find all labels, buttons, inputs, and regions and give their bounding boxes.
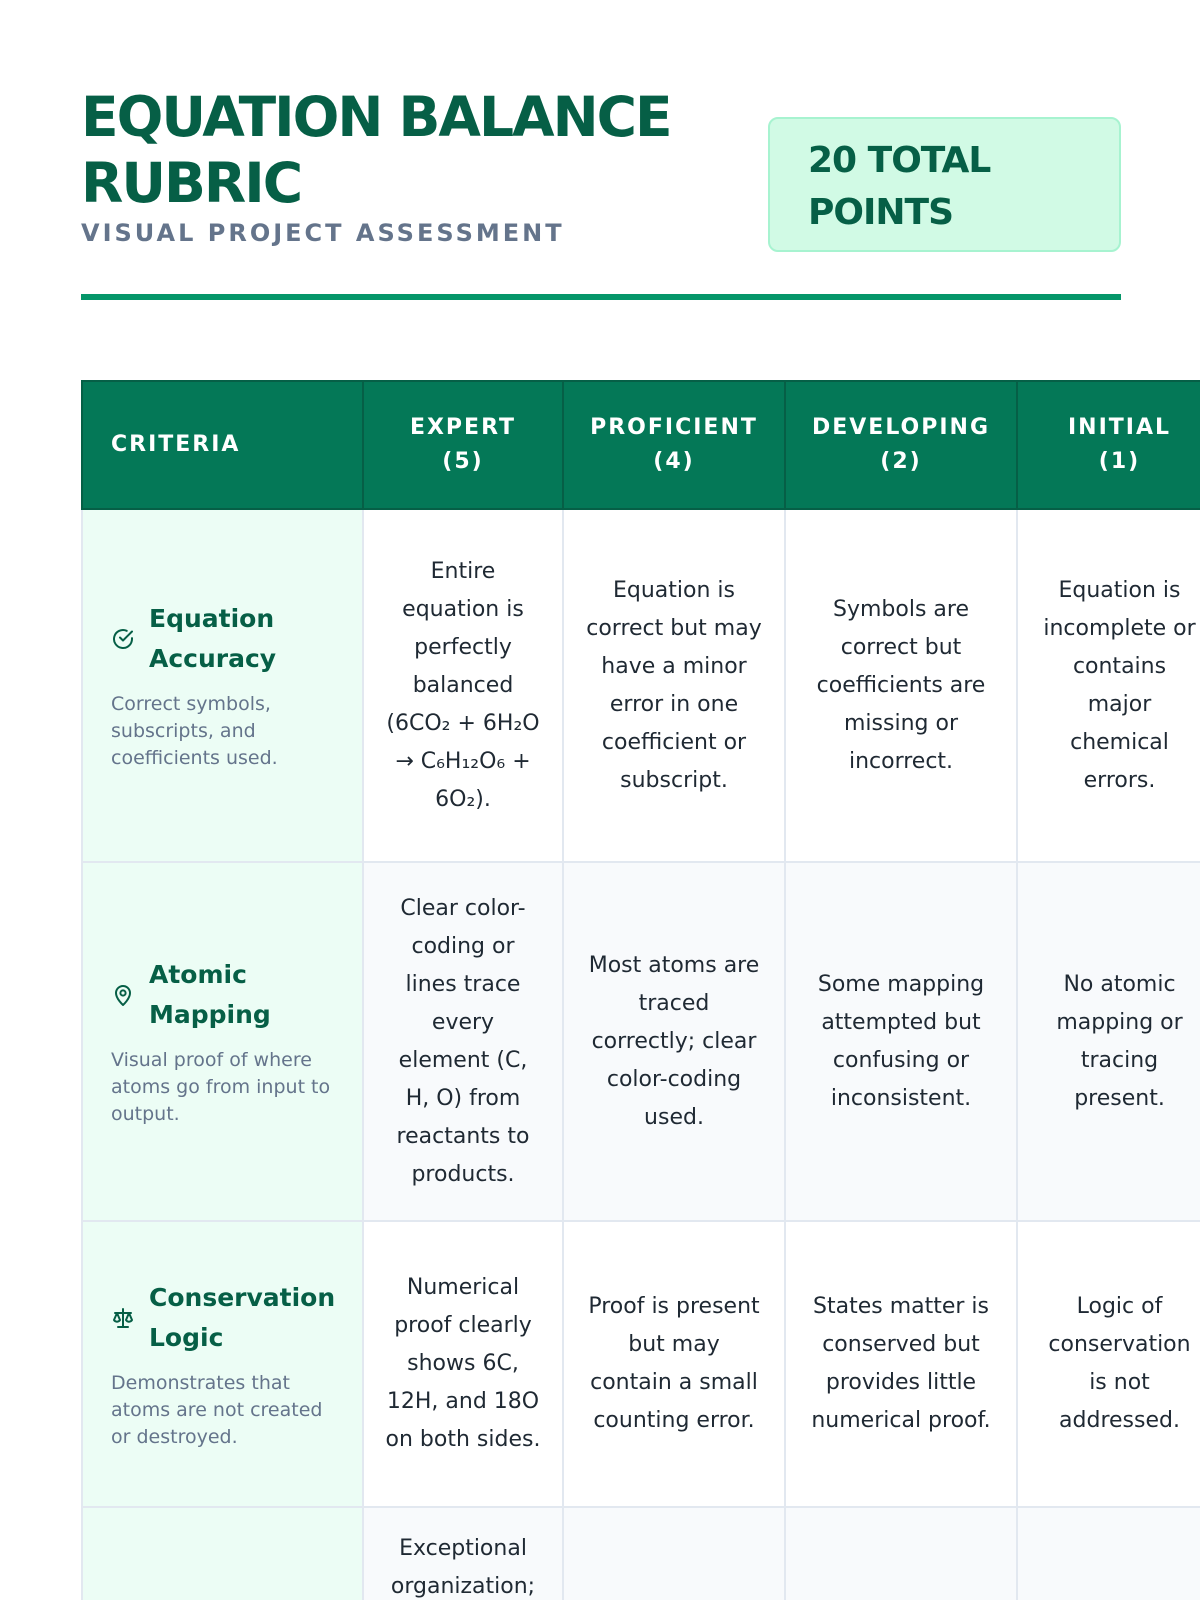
rubric-table-container — [81, 380, 1200, 1600]
total-points-badge — [768, 117, 1121, 252]
rubric-header — [81, 84, 1121, 304]
expert-cell: Exceptional organization; — [363, 1507, 563, 1600]
total-points-label: 20 TOTAL POINTS — [808, 140, 991, 233]
page-title: EQUATION BALANCE RUBRIC — [81, 85, 671, 215]
column-header-score: (1) — [1098, 449, 1141, 474]
table-row — [82, 862, 1200, 1221]
proficient-cell: Proof is present but may contain a small counting error. — [563, 1221, 785, 1507]
criteria-title: Equation Accuracy — [149, 604, 277, 673]
rubric-table — [81, 380, 1200, 1600]
column-header-label: DEVELOPING — [811, 415, 991, 440]
column-header-label: PROFICIENT — [590, 415, 758, 440]
expert-cell: Entire equation is perfectly balanced (6CO₂ + 6H₂O → C₆H₁₂O₆ + 6O₂). — [363, 509, 563, 862]
proficient-cell: Most atoms are traced correctly; clear color-coding used. — [563, 862, 785, 1221]
criteria-cell — [82, 1507, 363, 1600]
criteria-cell — [82, 862, 363, 1221]
initial-cell: No atomic mapping or tracing present. — [1017, 862, 1200, 1221]
criteria-description: Visual proof of where atoms go from input to output. — [111, 1049, 331, 1125]
criteria-cell — [82, 1221, 363, 1507]
proficient-cell — [563, 1507, 785, 1600]
column-header-score: (4) — [653, 449, 695, 474]
developing-cell: Some mapping attempted but confusing or inconsistent. — [785, 862, 1017, 1221]
table-row — [82, 509, 1200, 862]
criteria-cell — [82, 509, 363, 862]
developing-cell — [785, 1507, 1017, 1600]
table-row — [82, 1507, 1200, 1600]
developing-cell: Symbols are correct but coefficients are missing or incorrect. — [785, 509, 1017, 862]
initial-cell: Logic of conservation is not addressed. — [1017, 1221, 1200, 1507]
scale-icon — [111, 1306, 135, 1330]
column-header-expert — [363, 381, 563, 509]
column-header-score: (5) — [442, 449, 484, 474]
column-header-label: EXPERT — [409, 415, 517, 440]
criteria-description: Correct symbols, subscripts, and coefficients used. — [111, 693, 278, 769]
column-header-label: INITIAL — [1067, 415, 1172, 440]
criteria-title: Atomic Mapping — [149, 960, 271, 1029]
column-header-developing — [785, 381, 1017, 509]
criteria-description: Demonstrates that atoms are not created or destroyed. — [111, 1371, 323, 1448]
column-header-score: (2) — [880, 449, 922, 474]
expert-cell: Numerical proof clearly shows 6C, 12H, and 18O on both sides. — [363, 1221, 563, 1507]
header-divider — [81, 294, 1121, 300]
proficient-cell: Equation is correct but may have a minor error in one coefficient or subscript. — [563, 509, 785, 862]
check-circle-icon — [111, 627, 135, 651]
column-header-label: CRITERIA — [111, 432, 241, 457]
table-header-row — [82, 381, 1200, 509]
table-row — [82, 1221, 1200, 1507]
column-header-criteria — [82, 381, 363, 509]
page-subtitle: VISUAL PROJECT ASSESSMENT — [81, 219, 565, 247]
map-pin-icon — [111, 983, 135, 1007]
expert-cell: Clear color-coding or lines trace every element (C, H, O) from reactants to products. — [363, 862, 563, 1221]
criteria-title: Conservation Logic — [149, 1282, 336, 1352]
developing-cell: States matter is conserved but provides little numerical proof. — [785, 1221, 1017, 1507]
column-header-proficient — [563, 381, 785, 509]
initial-cell — [1017, 1507, 1200, 1600]
column-header-initial — [1017, 381, 1200, 509]
initial-cell: Equation is incomplete or contains major chemical errors. — [1017, 509, 1200, 862]
